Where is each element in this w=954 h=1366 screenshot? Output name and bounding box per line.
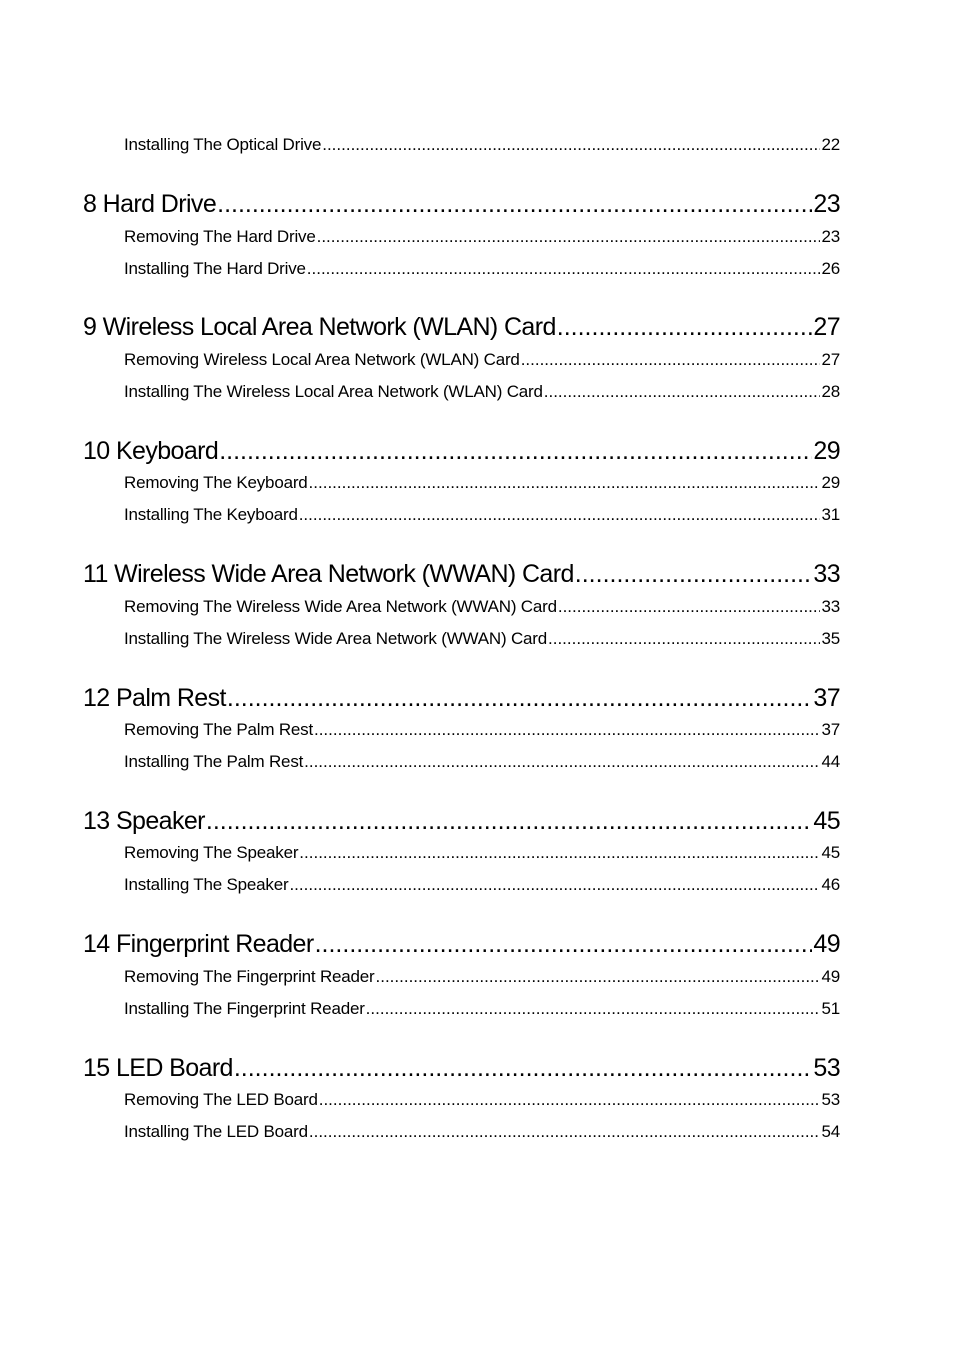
toc-chapter-fingerprint-reader[interactable]: [83, 930, 840, 959]
dot-leader: [307, 259, 821, 279]
toc-entry-page: 27: [821, 350, 840, 369]
dot-leader: [315, 930, 813, 959]
dot-leader: [544, 382, 821, 402]
toc-entry-title: Installing The Keyboard: [124, 505, 298, 524]
toc-chapter-hard-drive[interactable]: [83, 190, 840, 219]
toc-entry-title: Installing The Palm Rest: [124, 752, 304, 771]
toc-chapter-page: 45: [813, 807, 840, 835]
dot-leader: [558, 597, 821, 617]
toc-entry-title: Installing The Optical Drive: [124, 135, 322, 154]
toc-entry-installing-speaker[interactable]: [124, 875, 840, 895]
toc-entry-title: Installing The LED Board: [124, 1122, 308, 1141]
toc-entry-title: Removing The Speaker: [124, 843, 299, 862]
toc-entry-title: Installing The Speaker: [124, 875, 289, 894]
dot-leader: [234, 1054, 813, 1083]
dot-leader: [557, 313, 813, 342]
toc-entry-installing-optical-drive[interactable]: [124, 135, 840, 155]
toc-chapter-title: 9 Wireless Local Area Network (WLAN) Card: [83, 313, 556, 341]
toc-chapter-wlan-card[interactable]: [83, 313, 840, 342]
toc-entry-installing-wwan-card[interactable]: [124, 629, 840, 649]
toc-chapter-title: 11 Wireless Wide Area Network (WWAN) Card: [83, 560, 574, 588]
toc-entry-page: 28: [821, 382, 840, 401]
dot-leader: [521, 350, 821, 370]
dot-leader: [227, 684, 813, 713]
toc-entry-removing-fingerprint-reader[interactable]: [124, 967, 840, 987]
toc-entry-page: 29: [821, 473, 840, 492]
dot-leader: [299, 505, 821, 525]
toc-chapter-title: 10 Keyboard: [83, 437, 219, 465]
dot-leader: [376, 967, 821, 987]
dot-leader: [319, 1090, 821, 1110]
toc-entry-title: Installing The Hard Drive: [124, 259, 306, 278]
toc-entry-page: 44: [821, 752, 840, 771]
toc-entry-page: 33: [821, 597, 840, 616]
dot-leader: [575, 560, 813, 589]
dot-leader: [217, 190, 812, 219]
toc-entry-page: 49: [821, 967, 840, 986]
dot-leader: [366, 999, 821, 1019]
dot-leader: [299, 843, 820, 863]
toc-entry-title: Installing The Fingerprint Reader: [124, 999, 365, 1018]
dot-leader: [289, 875, 820, 895]
toc-entry-removing-wlan-card[interactable]: [124, 350, 840, 370]
dot-leader: [548, 629, 820, 649]
toc-chapter-led-board[interactable]: [83, 1054, 840, 1083]
dot-leader: [309, 473, 821, 493]
toc-chapter-page: 33: [813, 560, 840, 588]
toc-entry-removing-speaker[interactable]: [124, 843, 840, 863]
toc-entry-page: 54: [821, 1122, 840, 1141]
toc-entry-page: 31: [821, 505, 840, 524]
toc-entry-page: 23: [821, 227, 840, 246]
toc-chapter-title: 14 Fingerprint Reader: [83, 930, 314, 958]
toc-chapter-keyboard[interactable]: [83, 437, 840, 466]
toc-entry-page: 51: [821, 999, 840, 1018]
toc-chapter-page: 27: [813, 313, 840, 341]
toc-entry-title: Removing The Keyboard: [124, 473, 308, 492]
dot-leader: [317, 227, 821, 247]
toc-entry-installing-led-board[interactable]: [124, 1122, 840, 1142]
toc-entry-title: Installing The Wireless Local Area Network (WLAN) Card: [124, 382, 543, 401]
toc-entry-installing-palm-rest[interactable]: [124, 752, 840, 772]
toc-entry-installing-fingerprint-reader[interactable]: [124, 999, 840, 1019]
toc-entry-title: Installing The Wireless Wide Area Network (WWAN) Card: [124, 629, 548, 648]
toc-chapter-title: 8 Hard Drive: [83, 190, 217, 218]
toc-chapter-page: 49: [813, 930, 840, 958]
toc-entry-removing-wwan-card[interactable]: [124, 597, 840, 617]
toc-chapter-title: 12 Palm Rest: [83, 684, 226, 712]
dot-leader: [309, 1122, 821, 1142]
dot-leader: [322, 135, 820, 155]
toc-entry-page: 22: [821, 135, 840, 154]
toc-chapter-page: 53: [813, 1054, 840, 1082]
toc-entry-page: 46: [821, 875, 840, 894]
toc-entry-installing-hard-drive[interactable]: [124, 259, 840, 279]
toc-entry-title: Removing The Hard Drive: [124, 227, 316, 246]
toc-entry-removing-keyboard[interactable]: [124, 473, 840, 493]
toc-chapter-title: 13 Speaker: [83, 807, 205, 835]
toc-chapter-wwan-card[interactable]: [83, 560, 840, 589]
dot-leader: [304, 752, 820, 772]
toc-entry-removing-palm-rest[interactable]: [124, 720, 840, 740]
toc-chapter-title: 15 LED Board: [83, 1054, 233, 1082]
toc-chapter-page: 29: [813, 437, 840, 465]
toc-chapter-speaker[interactable]: [83, 807, 840, 836]
toc-entry-page: 35: [821, 629, 840, 648]
dot-leader: [219, 437, 812, 466]
toc-entry-page: 26: [821, 259, 840, 278]
toc-entry-title: Removing The LED Board: [124, 1090, 318, 1109]
toc-entry-title: Removing The Wireless Wide Area Network (WWAN) Card: [124, 597, 557, 616]
toc-chapter-page: 23: [813, 190, 840, 218]
toc-chapter-palm-rest[interactable]: [83, 684, 840, 713]
toc-entry-title: Removing The Fingerprint Reader: [124, 967, 375, 986]
dot-leader: [314, 720, 821, 740]
toc-chapter-page: 37: [813, 684, 840, 712]
toc-entry-removing-led-board[interactable]: [124, 1090, 840, 1110]
toc-entry-title: Removing The Palm Rest: [124, 720, 313, 739]
toc-entry-installing-keyboard[interactable]: [124, 505, 840, 525]
toc-entry-page: 45: [821, 843, 840, 862]
toc-entry-installing-wlan-card[interactable]: [124, 382, 840, 402]
toc-entry-page: 37: [821, 720, 840, 739]
toc-entry-removing-hard-drive[interactable]: [124, 227, 840, 247]
toc-entry-page: 53: [821, 1090, 840, 1109]
dot-leader: [206, 807, 813, 836]
toc-entry-title: Removing Wireless Local Area Network (WLAN) Card: [124, 350, 520, 369]
